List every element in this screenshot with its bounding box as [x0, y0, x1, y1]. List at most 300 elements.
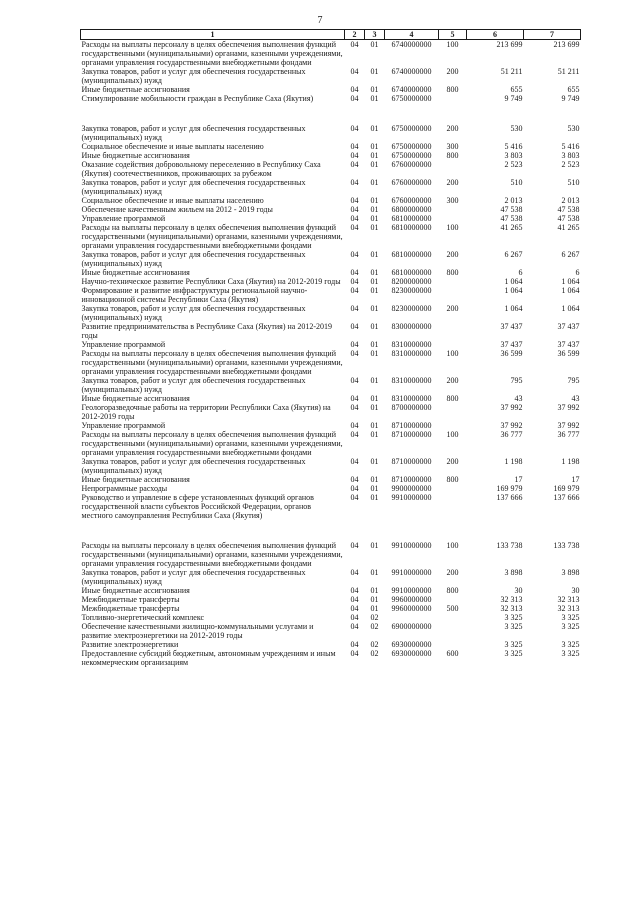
expense-type-code: 200 — [446, 304, 459, 313]
amount-col-6: 47 538 — [500, 205, 523, 214]
subsection-code: 02 — [370, 622, 379, 631]
amount-col-6: 3 325 — [504, 640, 523, 649]
expense-type-code: 100 — [446, 430, 459, 439]
table-row — [81, 250, 581, 268]
subsection-code: 01 — [370, 196, 379, 205]
subsection-code: 01 — [370, 586, 379, 595]
amount-col-7: 3 325 — [561, 640, 580, 649]
target-article-code: 8710000000 — [391, 475, 432, 484]
table-row — [81, 568, 581, 586]
table-row — [81, 586, 581, 595]
section-code: 04 — [350, 142, 359, 151]
table-row — [81, 142, 581, 151]
target-article-code: 6750000000 — [391, 124, 432, 133]
table-row — [81, 304, 581, 322]
amount-col-6: 32 313 — [500, 604, 523, 613]
table-row — [81, 178, 581, 196]
subsection-code: 01 — [370, 568, 379, 577]
target-article-code: 6810000000 — [391, 250, 432, 259]
section-code: 04 — [350, 493, 359, 502]
table-row — [81, 277, 581, 286]
expense-type-code — [439, 595, 467, 604]
section-code: 04 — [350, 376, 359, 385]
item-name: Управление программой — [81, 340, 166, 349]
section-code: 04 — [350, 640, 359, 649]
table-row — [81, 196, 581, 205]
header-col-2: 2 — [345, 30, 365, 40]
section-code: 04 — [350, 94, 359, 103]
section-code: 04 — [350, 124, 359, 133]
target-article-code: 6930000000 — [391, 649, 432, 658]
target-article-code: 8710000000 — [391, 457, 432, 466]
page-number: 7 — [317, 15, 323, 26]
budget-table — [80, 29, 581, 667]
amount-col-6: 9 749 — [504, 94, 523, 103]
subsection-code: 01 — [370, 541, 379, 550]
amount-col-6: 30 — [514, 586, 523, 595]
target-article-code: 9900000000 — [391, 484, 432, 493]
amount-col-7: 655 — [567, 85, 580, 94]
target-article-code: 8310000000 — [391, 340, 432, 349]
row-spacer — [81, 520, 581, 541]
target-article-code: 6810000000 — [391, 268, 432, 277]
target-article-code: 6750000000 — [391, 94, 432, 103]
header-col-5: 5 — [439, 30, 467, 40]
table-row — [81, 286, 581, 304]
table-row — [81, 124, 581, 142]
expense-type-code: 200 — [446, 457, 459, 466]
item-name: Формирование и развитие инфраструктуры региональной научно-инновационной системы Республики Саха (Якутия) — [81, 286, 308, 304]
table-row — [81, 349, 581, 376]
expense-type-code: 300 — [446, 142, 459, 151]
expense-type-code — [439, 205, 467, 214]
table-row — [81, 340, 581, 349]
amount-col-7: 5 416 — [561, 142, 580, 151]
amount-col-6: 41 265 — [500, 223, 523, 232]
table-row — [81, 640, 581, 649]
amount-col-7: 1 064 — [561, 304, 580, 313]
header-col-7: 7 — [524, 30, 581, 40]
target-article-code: 8700000000 — [391, 403, 432, 412]
table-row — [81, 94, 581, 103]
amount-col-7: 37 992 — [557, 403, 580, 412]
section-code: 04 — [350, 196, 359, 205]
table-row — [81, 622, 581, 640]
subsection-code: 01 — [370, 595, 379, 604]
item-name: Социальное обеспечение и иные выплаты населению — [81, 196, 264, 205]
amount-col-6: 2 013 — [504, 196, 523, 205]
table-row — [81, 67, 581, 85]
item-name: Иные бюджетные ассигнования — [81, 151, 190, 160]
table-row — [81, 493, 581, 520]
expense-type-code — [439, 94, 467, 103]
amount-col-6: 1 198 — [504, 457, 523, 466]
section-code: 04 — [350, 151, 359, 160]
expense-type-code — [439, 214, 467, 223]
expense-type-code: 800 — [446, 586, 459, 595]
subsection-code: 01 — [370, 340, 379, 349]
amount-col-7: 6 267 — [561, 250, 580, 259]
amount-col-6: 510 — [510, 178, 523, 187]
table-row — [81, 394, 581, 403]
row-spacer-cell — [81, 520, 581, 541]
table-header-row — [81, 30, 581, 40]
amount-col-7: 169 979 — [553, 484, 580, 493]
amount-col-6: 2 523 — [504, 160, 523, 169]
amount-col-7: 510 — [567, 178, 580, 187]
amount-col-7: 32 313 — [557, 604, 580, 613]
expense-type-code: 300 — [446, 196, 459, 205]
amount-col-7: 2 523 — [561, 160, 580, 169]
target-article-code: 9910000000 — [391, 541, 432, 550]
header-col-6: 6 — [467, 30, 524, 40]
expense-type-code — [439, 622, 467, 640]
target-article-code: 6930000000 — [391, 640, 432, 649]
section-code: 04 — [350, 484, 359, 493]
amount-col-7: 37 992 — [557, 421, 580, 430]
item-name: Обеспечение качественными жилищно-коммунальными услугами и развитие электроэнергетики на 2012-2019 годы — [81, 622, 314, 640]
target-article-code: 6740000000 — [391, 67, 432, 76]
amount-col-7: 51 211 — [557, 67, 580, 76]
amount-col-7: 3 325 — [561, 649, 580, 658]
amount-col-7: 530 — [567, 124, 580, 133]
item-name: Геологоразведочные работы на территории Республики Саха (Якутия) на 2012-2019 годы — [81, 403, 331, 421]
subsection-code: 01 — [370, 205, 379, 214]
subsection-code: 01 — [370, 493, 379, 502]
table-row — [81, 421, 581, 430]
amount-col-7: 137 666 — [553, 493, 580, 502]
table-row — [81, 376, 581, 394]
table-row — [81, 205, 581, 214]
section-code: 04 — [350, 649, 359, 658]
section-code: 04 — [350, 205, 359, 214]
expense-type-code: 600 — [446, 649, 459, 658]
subsection-code: 01 — [370, 286, 379, 295]
expense-type-code: 100 — [446, 40, 459, 49]
subsection-code: 01 — [370, 94, 379, 103]
expense-type-code — [439, 640, 467, 649]
target-article-code: 6760000000 — [391, 196, 432, 205]
amount-col-7: 41 265 — [557, 223, 580, 232]
amount-col-7: 133 738 — [553, 541, 580, 550]
item-name: Стимулирование мобильности граждан в Республике Саха (Якутия) — [81, 94, 314, 103]
target-article-code: 6760000000 — [391, 178, 432, 187]
target-article-code: 6900000000 — [391, 622, 432, 631]
section-code: 04 — [350, 541, 359, 550]
item-name: Закупка товаров, работ и услуг для обеспечения государственных (муниципальных) нужд — [81, 250, 306, 268]
amount-col-6: 133 738 — [496, 541, 523, 550]
item-name: Закупка товаров, работ и услуг для обеспечения государственных (муниципальных) нужд — [81, 124, 306, 142]
section-code: 04 — [350, 67, 359, 76]
amount-col-6: 169 979 — [496, 484, 523, 493]
subsection-code: 01 — [370, 604, 379, 613]
expense-type-code: 800 — [446, 475, 459, 484]
amount-col-6: 3 803 — [504, 151, 523, 160]
amount-col-6: 17 — [514, 475, 523, 484]
table-row — [81, 475, 581, 484]
item-name: Межбюджетные трансферты — [81, 595, 180, 604]
subsection-code: 01 — [370, 349, 379, 358]
item-name: Управление программой — [81, 214, 166, 223]
amount-col-6: 47 538 — [500, 214, 523, 223]
section-code: 04 — [350, 613, 359, 622]
target-article-code: 8300000000 — [391, 322, 432, 331]
section-code: 04 — [350, 277, 359, 286]
subsection-code: 02 — [370, 613, 379, 622]
amount-col-7: 37 437 — [557, 340, 580, 349]
amount-col-7: 213 699 — [553, 40, 580, 49]
subsection-code: 01 — [370, 142, 379, 151]
amount-col-7: 36 599 — [557, 349, 580, 358]
subsection-code: 01 — [370, 394, 379, 403]
item-name: Расходы на выплаты персоналу в целях обеспечения выполнения функций государственными (муниципальными) органами, казенными учреждениями, органами управления государственными внебюджетными фондами — [81, 541, 343, 568]
expense-type-code — [439, 403, 467, 421]
table-row — [81, 403, 581, 421]
section-code: 04 — [350, 178, 359, 187]
subsection-code: 01 — [370, 40, 379, 49]
table-row — [81, 160, 581, 178]
amount-col-6: 1 064 — [504, 304, 523, 313]
amount-col-6: 32 313 — [500, 595, 523, 604]
section-code: 04 — [350, 568, 359, 577]
item-name: Обеспечение качественным жильем на 2012 - 2019 годы — [81, 205, 273, 214]
section-code: 04 — [350, 160, 359, 169]
subsection-code: 01 — [370, 178, 379, 187]
section-code: 04 — [350, 403, 359, 412]
expense-type-code — [439, 340, 467, 349]
amount-col-7: 30 — [571, 586, 580, 595]
expense-type-code: 800 — [446, 85, 459, 94]
subsection-code: 01 — [370, 457, 379, 466]
amount-col-6: 3 325 — [504, 622, 523, 631]
item-name: Предоставление субсидий бюджетным, автономным учреждениям и иным некоммерческим организациям — [81, 649, 336, 667]
amount-col-7: 3 325 — [561, 613, 580, 622]
item-name: Расходы на выплаты персоналу в целях обеспечения выполнения функций государственными (муниципальными) органами, казенными учреждениями, органами управления государственными внебюджетными фондами — [81, 430, 343, 457]
amount-col-6: 530 — [510, 124, 523, 133]
expense-type-code — [439, 484, 467, 493]
amount-col-6: 3 898 — [504, 568, 523, 577]
expense-type-code — [439, 421, 467, 430]
expense-type-code: 100 — [446, 541, 459, 550]
item-name: Управление программой — [81, 421, 166, 430]
target-article-code: 9910000000 — [391, 493, 432, 502]
amount-col-7: 1 064 — [561, 286, 580, 295]
table-row — [81, 457, 581, 475]
subsection-code: 01 — [370, 85, 379, 94]
amount-col-7: 1 064 — [561, 277, 580, 286]
target-article-code: 6800000000 — [391, 205, 432, 214]
row-spacer — [81, 103, 581, 124]
table-row — [81, 85, 581, 94]
expense-type-code — [439, 277, 467, 286]
expense-type-code: 200 — [446, 67, 459, 76]
expense-type-code: 100 — [446, 223, 459, 232]
amount-col-6: 37 992 — [500, 403, 523, 412]
section-code: 04 — [350, 85, 359, 94]
table-row — [81, 223, 581, 250]
table-row — [81, 40, 581, 68]
section-code: 04 — [350, 268, 359, 277]
amount-col-6: 5 416 — [504, 142, 523, 151]
item-name: Межбюджетные трансферты — [81, 604, 180, 613]
amount-col-7: 3 325 — [561, 622, 580, 631]
header-col-1: 1 — [81, 30, 345, 40]
subsection-code: 01 — [370, 421, 379, 430]
item-name: Руководство и управление в сфере установленных функций органов государственной власти субъектов Российской Федерации, органов местного самоуправления Республики Саха (Якутия) — [81, 493, 314, 520]
table-row — [81, 322, 581, 340]
target-article-code: 6740000000 — [391, 40, 432, 49]
item-name: Закупка товаров, работ и услуг для обеспечения государственных (муниципальных) нужд — [81, 376, 306, 394]
table-row — [81, 214, 581, 223]
table-row — [81, 151, 581, 160]
expense-type-code: 800 — [446, 268, 459, 277]
amount-col-6: 43 — [514, 394, 523, 403]
amount-col-6: 795 — [510, 376, 523, 385]
target-article-code: 6760000000 — [391, 160, 432, 169]
amount-col-6: 213 699 — [496, 40, 523, 49]
expense-type-code: 200 — [446, 124, 459, 133]
target-article-code: 9960000000 — [391, 604, 432, 613]
table-row — [81, 430, 581, 457]
item-name: Социальное обеспечение и иные выплаты населению — [81, 142, 264, 151]
amount-col-6: 1 064 — [504, 286, 523, 295]
section-code: 04 — [350, 475, 359, 484]
expense-type-code — [439, 160, 467, 178]
target-article-code — [385, 613, 439, 622]
target-article-code: 8230000000 — [391, 304, 432, 313]
amount-col-7: 2 013 — [561, 196, 580, 205]
target-article-code: 9960000000 — [391, 595, 432, 604]
target-article-code: 8710000000 — [391, 421, 432, 430]
target-article-code: 6750000000 — [391, 151, 432, 160]
target-article-code: 8310000000 — [391, 394, 432, 403]
section-code: 04 — [350, 250, 359, 259]
section-code: 04 — [350, 40, 359, 49]
amount-col-7: 17 — [571, 475, 580, 484]
item-name: Иные бюджетные ассигнования — [81, 586, 190, 595]
item-name: Иные бюджетные ассигнования — [81, 268, 190, 277]
target-article-code: 6750000000 — [391, 142, 432, 151]
section-code: 04 — [350, 223, 359, 232]
subsection-code: 01 — [370, 376, 379, 385]
target-article-code: 8200000000 — [391, 277, 432, 286]
table-row — [81, 484, 581, 493]
item-name: Непрограммные расходы — [81, 484, 168, 493]
target-article-code: 6810000000 — [391, 214, 432, 223]
amount-col-6: 6 — [518, 268, 523, 277]
subsection-code: 01 — [370, 304, 379, 313]
table-row — [81, 604, 581, 613]
section-code: 04 — [350, 322, 359, 331]
subsection-code: 01 — [370, 67, 379, 76]
subsection-code: 01 — [370, 214, 379, 223]
item-name: Расходы на выплаты персоналу в целях обеспечения выполнения функций государственными (муниципальными) органами, казенными учреждениями, органами управления государственными внебюджетными фондами — [81, 223, 343, 250]
item-name: Иные бюджетные ассигнования — [81, 475, 190, 484]
subsection-code: 01 — [370, 475, 379, 484]
item-name: Закупка товаров, работ и услуг для обеспечения государственных (муниципальных) нужд — [81, 568, 306, 586]
amount-col-6: 36 777 — [500, 430, 523, 439]
target-article-code: 6740000000 — [391, 85, 432, 94]
amount-col-6: 3 325 — [504, 649, 523, 658]
item-name: Топливно-энергетический комплекс — [81, 613, 205, 622]
subsection-code: 01 — [370, 151, 379, 160]
expense-type-code: 200 — [446, 250, 459, 259]
amount-col-6: 1 064 — [504, 277, 523, 286]
item-name: Развитие предпринимательства в Республике Саха (Якутия) на 2012-2019 годы — [81, 322, 332, 340]
item-name: Закупка товаров, работ и услуг для обеспечения государственных (муниципальных) нужд — [81, 67, 306, 85]
amount-col-7: 43 — [571, 394, 580, 403]
amount-col-7: 32 313 — [557, 595, 580, 604]
target-article-code: 8310000000 — [391, 376, 432, 385]
amount-col-6: 3 325 — [504, 613, 523, 622]
expense-type-code: 200 — [446, 568, 459, 577]
subsection-code: 01 — [370, 403, 379, 412]
subsection-code: 01 — [370, 322, 379, 331]
table-row — [81, 649, 581, 667]
amount-col-7: 36 777 — [557, 430, 580, 439]
amount-col-7: 3 803 — [561, 151, 580, 160]
target-article-code: 9910000000 — [391, 568, 432, 577]
item-name: Развитие электроэнергетики — [81, 640, 179, 649]
amount-col-7: 47 538 — [557, 205, 580, 214]
section-code: 04 — [350, 622, 359, 631]
amount-col-7: 37 437 — [557, 322, 580, 331]
table-row — [81, 541, 581, 568]
section-code: 04 — [350, 394, 359, 403]
subsection-code: 01 — [370, 277, 379, 286]
section-code: 04 — [350, 421, 359, 430]
amount-col-7: 6 — [575, 268, 580, 277]
subsection-code: 01 — [370, 223, 379, 232]
header-col-4: 4 — [385, 30, 439, 40]
amount-col-7: 3 898 — [561, 568, 580, 577]
target-article-code: 8310000000 — [391, 349, 432, 358]
amount-col-7: 1 198 — [561, 457, 580, 466]
expense-type-code: 100 — [446, 349, 459, 358]
section-code: 04 — [350, 430, 359, 439]
expense-type-code — [439, 613, 467, 622]
table-row — [81, 595, 581, 604]
table-row — [81, 268, 581, 277]
expense-type-code — [439, 322, 467, 340]
section-code: 04 — [350, 457, 359, 466]
subsection-code: 01 — [370, 250, 379, 259]
subsection-code: 02 — [370, 649, 379, 658]
header-col-3: 3 — [365, 30, 385, 40]
item-name: Закупка товаров, работ и услуг для обеспечения государственных (муниципальных) нужд — [81, 304, 306, 322]
amount-col-7: 9 749 — [561, 94, 580, 103]
section-code: 04 — [350, 349, 359, 358]
section-code: 04 — [350, 304, 359, 313]
amount-col-6: 37 437 — [500, 340, 523, 349]
section-code: 04 — [350, 340, 359, 349]
amount-col-6: 37 437 — [500, 322, 523, 331]
amount-col-6: 51 211 — [500, 67, 523, 76]
section-code: 04 — [350, 595, 359, 604]
expense-type-code: 200 — [446, 178, 459, 187]
subsection-code: 02 — [370, 640, 379, 649]
expense-type-code: 500 — [446, 604, 459, 613]
subsection-code: 01 — [370, 484, 379, 493]
target-article-code: 8230000000 — [391, 286, 432, 295]
expense-type-code: 800 — [446, 394, 459, 403]
expense-type-code: 800 — [446, 151, 459, 160]
subsection-code: 01 — [370, 268, 379, 277]
subsection-code: 01 — [370, 160, 379, 169]
amount-col-7: 47 538 — [557, 214, 580, 223]
amount-col-7: 795 — [567, 376, 580, 385]
section-code: 04 — [350, 586, 359, 595]
